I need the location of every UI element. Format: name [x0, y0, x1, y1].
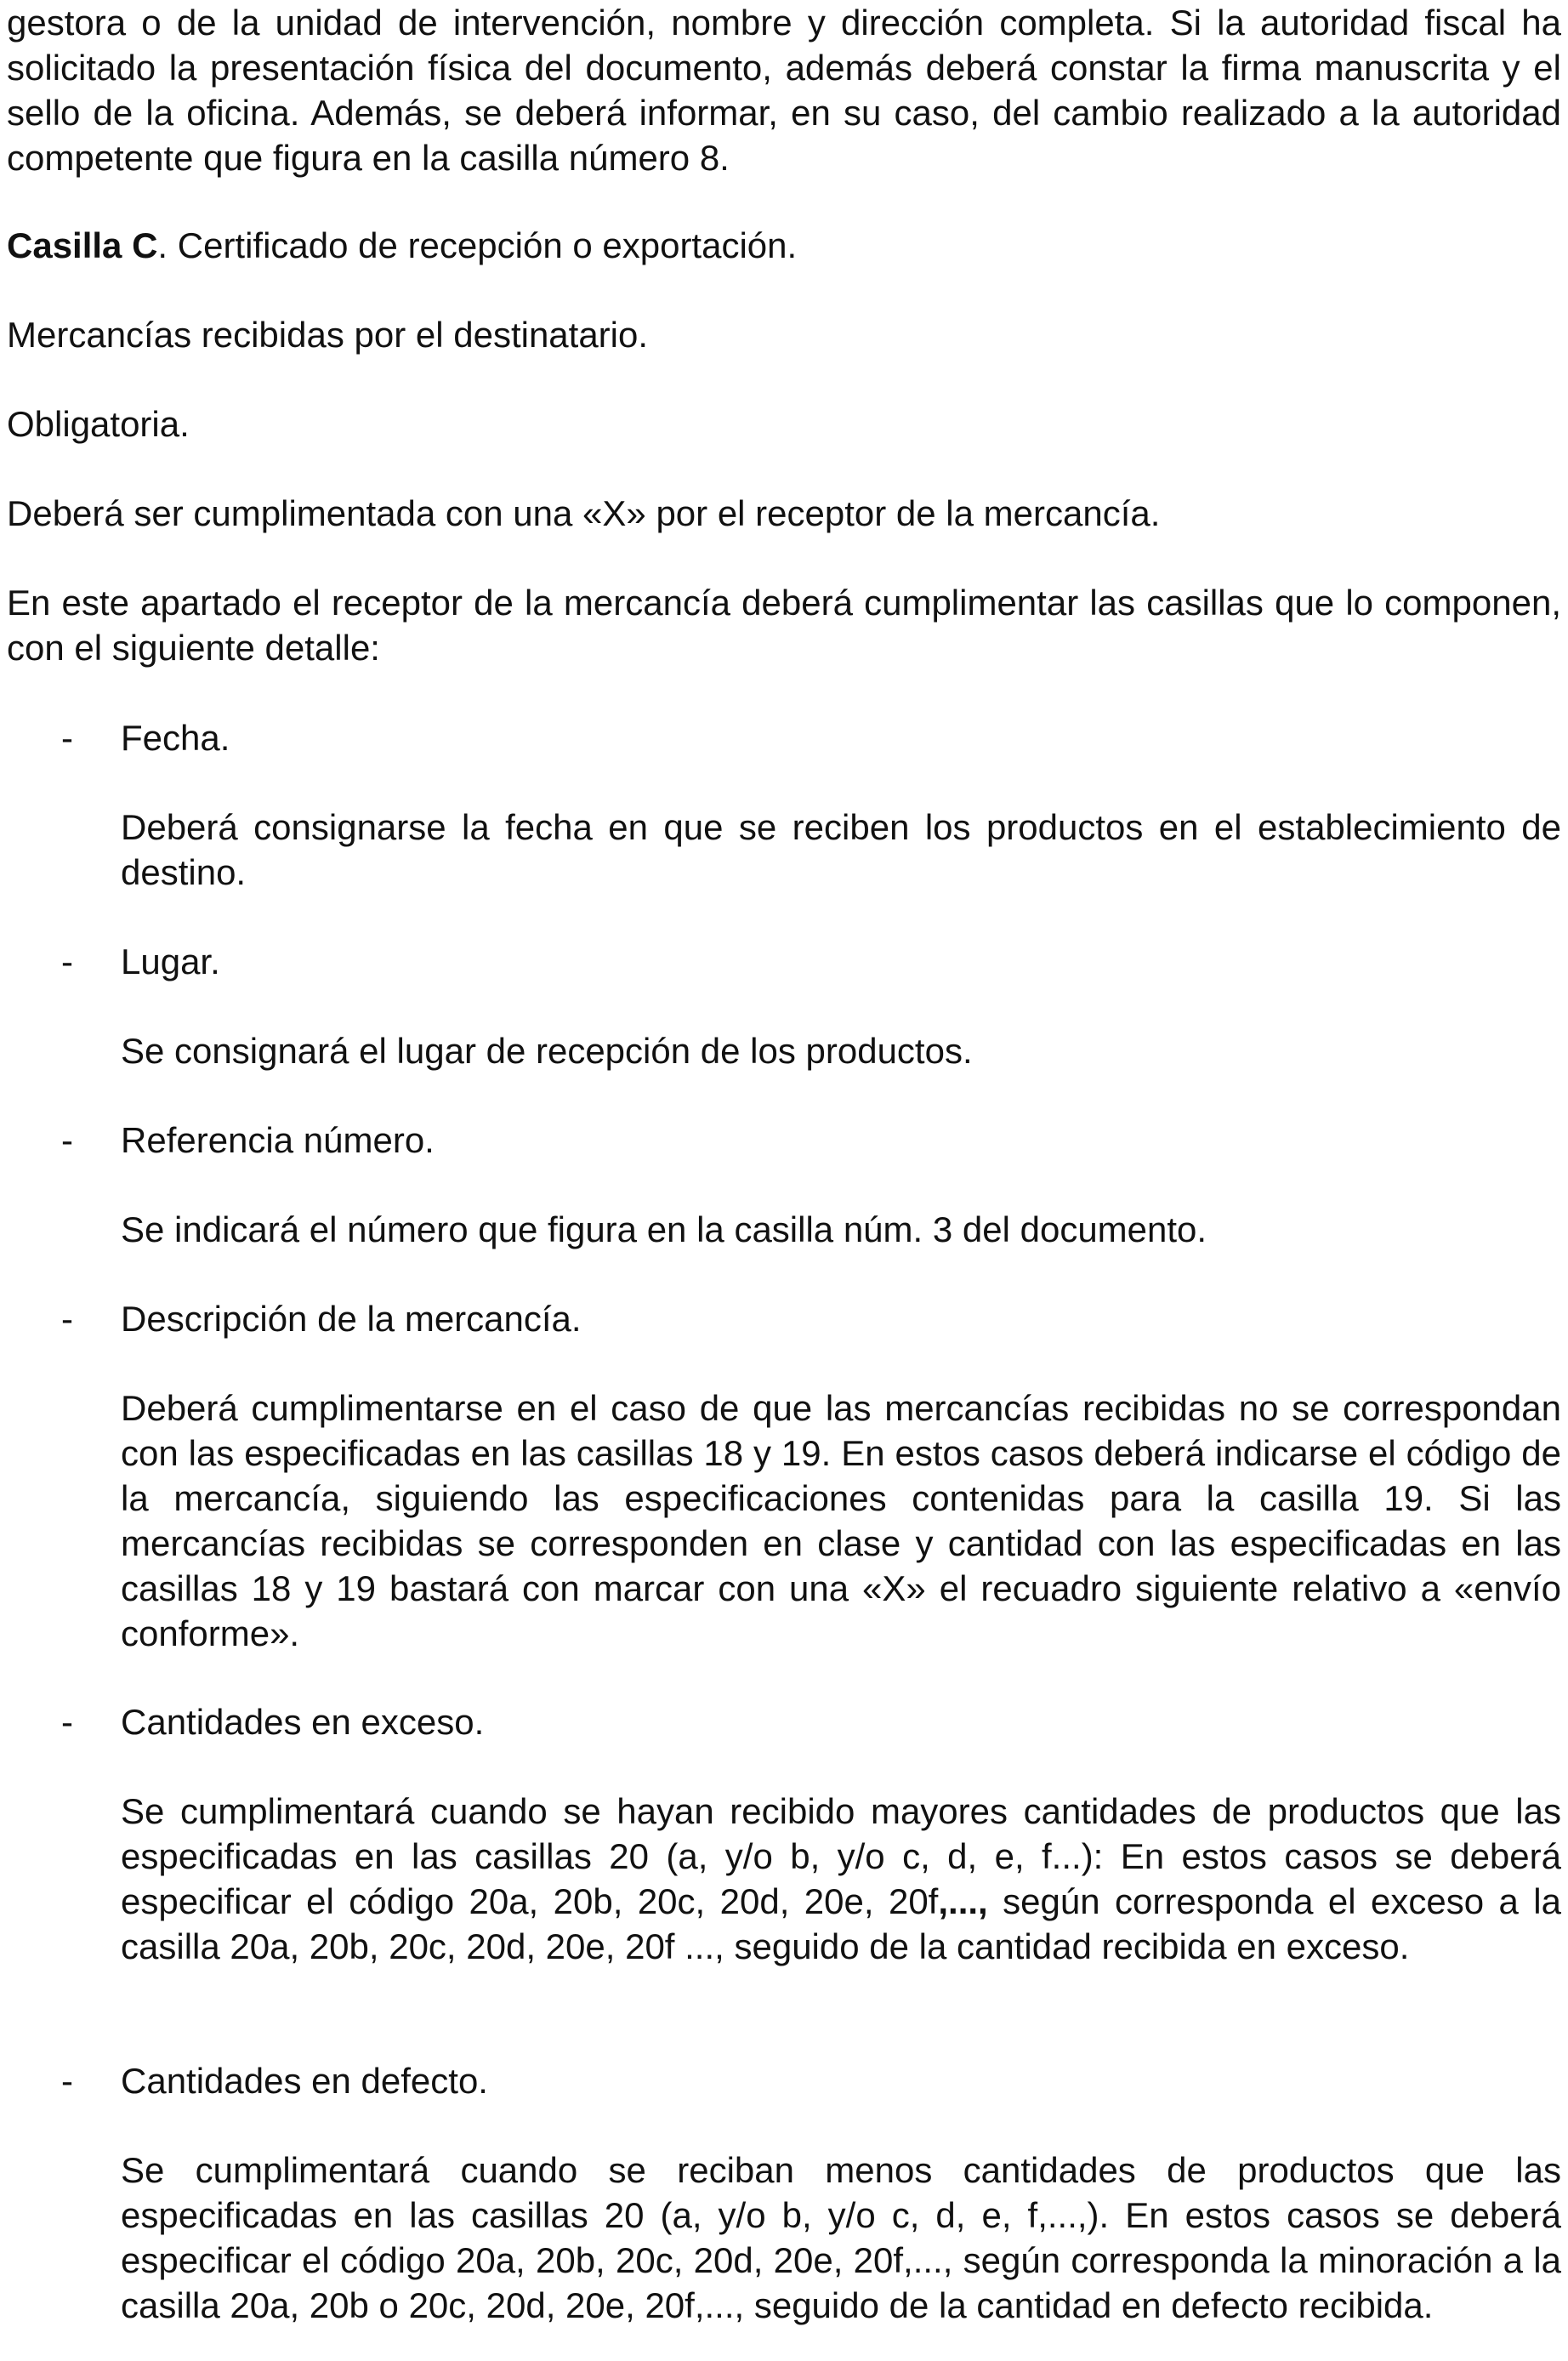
list-dash: -	[61, 1299, 73, 1339]
list-item-exceso	[7, 1699, 1561, 1750]
item-label-descripcion: Descripción de la mercancía.	[121, 1299, 582, 1339]
exceso-text-part: según corresponda el exceso a la casilla 20a, 20b, 20c, 20d, 20e, 20f ..., seguido de la cantidad recibida en exceso.	[121, 1881, 1561, 1966]
list-item-referencia	[7, 1118, 1561, 1169]
mandatory-line: Obligatoria.	[7, 404, 190, 444]
exceso-text-part: Se cumplimentará cuando se hayan recibido mayores cantidades de productos que las especificadas en las casillas 20 (a, y/o b, y/o c, d, e, f...): En estos casos se deberá especificar el código 20a, 20b, 20c, 20d, 20e, 20f	[121, 1791, 1561, 1921]
casilla-c-heading	[7, 223, 1561, 268]
item-label-fecha: Fecha.	[121, 718, 230, 758]
detail-intro-paragraph: En este apartado el receptor de la mercancía deberá cumplimentar las casillas que lo componen, con el siguiente detalle:	[7, 583, 1561, 668]
intro-paragraph: gestora o de la unidad de intervención, nombre y dirección completa. Si la autoridad fiscal ha solicitado la presentación física del documento, además deberá constar la firma manuscrita y el sello de la oficina. Además, se deberá informar, en su caso, del cambio realizado a la autoridad competente que figura en la casilla número 8.	[7, 3, 1561, 178]
item-label-lugar: Lugar.	[121, 942, 220, 981]
item-text-referencia: Se indicará el número que figura en la casilla núm. 3 del documento.	[121, 1209, 1207, 1249]
exceso-bold-part: ,...,	[938, 1881, 988, 1921]
list-item-descripcion	[7, 1296, 1561, 1347]
list-dash: -	[61, 942, 73, 981]
item-label-referencia: Referencia número.	[121, 1120, 435, 1160]
list-item-lugar	[7, 939, 1561, 990]
item-label-defecto: Cantidades en defecto.	[121, 2061, 488, 2101]
list-dash: -	[61, 2061, 73, 2101]
item-text-descripcion: Deberá cumplimentarse en el caso de que las mercancías recibidas no se correspondan con las especificadas en las casillas 18 y 19. En estos casos deberá indicarse el código de la mercancía, siguiendo las especificaciones contenidas para la casilla 19. Si las mercancías recibidas se corresponden en clase y cantidad con las especificadas en las casillas 18 y 19 bastará con marcar con una «X» el recuadro siguiente relativo a «envío conforme».	[121, 1388, 1561, 1653]
instruction-line: Deberá ser cumplimentada con una «X» por el receptor de la mercancía.	[7, 493, 1161, 533]
item-text-lugar: Se consignará el lugar de recepción de los productos.	[121, 1031, 973, 1071]
list-item-fecha	[7, 715, 1561, 766]
received-line: Mercancías recibidas por el destinatario.	[7, 315, 649, 355]
item-text-defecto: Se cumplimentará cuando se reciban menos cantidades de productos que las especificadas en las casillas 20 (a, y/o b, y/o c, d, e, f,...,). En estos casos se deberá especificar el código 20a, 20b, 20c, 20d, 20e, 20f,..., según corresponda la minoración a la casilla 20a, 20b o 20c, 20d, 20e, 20f,..., seguido de la cantidad en defecto recibida.	[121, 2150, 1561, 2325]
list-item-defecto	[7, 2058, 1561, 2109]
list-dash: -	[61, 1702, 73, 1742]
list-dash: -	[61, 718, 73, 758]
item-text-fecha: Deberá consignarse la fecha en que se reciben los productos en el establecimiento de destino.	[121, 807, 1561, 892]
item-label-exceso: Cantidades en exceso.	[121, 1702, 485, 1742]
item-text-exceso	[121, 1789, 1561, 1969]
casilla-c-title: . Certificado de recepción o exportación.	[157, 225, 798, 265]
casilla-c-label: Casilla C	[7, 225, 158, 265]
list-dash: -	[61, 1120, 73, 1160]
